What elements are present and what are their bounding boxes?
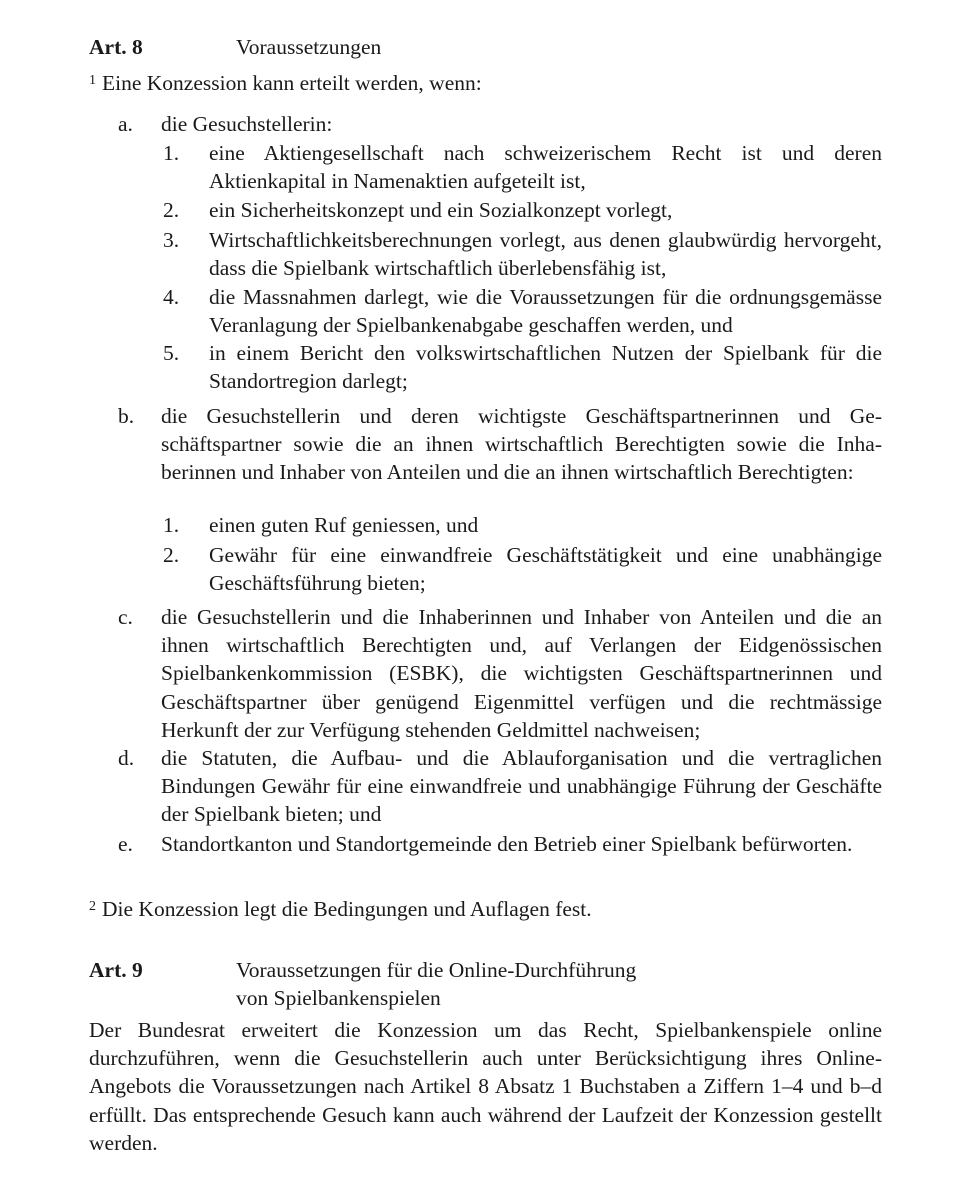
paragraph-1-marker: 1 — [89, 72, 96, 88]
list-item-text: die Gesuchstellerin und deren wichtigste Geschäftspartnerinnen und Geschäftspartner sowie die an ihnen wirtschaftlich Berechtigten sowie die Inhaberinnen und Inhaber von Anteilen und die an ihnen wirtschaftlich Berechtigten: — [161, 404, 882, 485]
article-8-paragraph-1 — [89, 69, 882, 97]
article-8-title: Voraussetzungen — [236, 35, 382, 59]
list-item-label: c. — [118, 605, 133, 629]
sub-item-label: 4. — [163, 285, 180, 309]
paragraph-1-intro: Eine Konzession kann erteilt werden, wenn: — [102, 71, 482, 95]
sub-item-label: 3. — [163, 228, 180, 252]
list-item-label: e. — [118, 832, 133, 856]
sub-item-text: in einem Bericht den volkswirtschaftlichen Nutzen der Spielbank für die Standortregion darlegt; — [209, 341, 882, 394]
article-8-paragraph-2 — [89, 895, 882, 923]
article-9-body: Der Bundesrat erweitert die Konzession um das Recht, Spielbankenspiele online durchzuführen, wenn die Gesuchstellerin auch unter Berücksichtigung ihres Online-Angebots die Voraussetzungen nach Artikel 8 Absatz 1 Buchstaben a Ziffern 1–4 und b–d erfüllt. Das entsprechende Gesuch kann auch während der Laufzeit der Konzession gestellt werden. — [89, 1018, 882, 1155]
sub-item-label: 5. — [163, 341, 180, 365]
list-item-label: d. — [118, 746, 135, 770]
list-item-text: die Statuten, die Aufbau- und die Ablauforganisation und die vertraglichen Bindungen Gewähr für eine einwandfreie und unabhängige Führung der Geschäfte der Spielbank bieten; und — [161, 746, 882, 827]
sub-item-text: einen guten Ruf geniessen, und — [209, 513, 479, 537]
sub-item-label: 2. — [163, 198, 180, 222]
list-item-text: die Gesuchstellerin: — [161, 112, 333, 136]
article-9-title-line-2: von Spielbankenspielen — [236, 986, 441, 1011]
sub-item-label: 2. — [163, 543, 180, 567]
list-item-text: die Gesuchstellerin und die Inhaberinnen und Inhaber von Anteilen und die an ihnen wirtschaftlich Berechtigten und, auf Verlangen der Eidgenössischen Spielbankenkommission (ESBK), die wichtigsten Geschäftspartnerinnen und Geschäftspartner über genügend Eigenmittel verfügen und die rechtmässige Herkunft der zur Verfügung stehenden Geldmittel nachweisen; — [161, 605, 882, 742]
article-9-title-line-1: Voraussetzungen für die Online-Durchführung — [236, 958, 637, 982]
article-8-number: Art. 8 — [89, 35, 143, 59]
sub-item-text: ein Sicherheitskonzept und ein Sozialkonzept vorlegt, — [209, 198, 673, 222]
sub-item-text: die Massnahmen darlegt, wie die Voraussetzungen für die ordnungsgemässe Veranlagung der Spielbankenabgabe geschaffen werden, und — [209, 285, 882, 338]
paragraph-2-marker: 2 — [89, 898, 96, 914]
list-item-label: a. — [118, 112, 133, 136]
article-9-number: Art. 9 — [89, 958, 143, 982]
sub-item-text: eine Aktiengesellschaft nach schweizerischem Recht ist und deren Aktienkapital in Namenaktien aufgeteilt ist, — [209, 141, 882, 194]
list-item-text: Standortkanton und Standortgemeinde den Betrieb einer Spielbank befürworten. — [161, 832, 853, 856]
sub-item-text: Gewähr für eine einwandfreie Geschäftstätigkeit und eine unabhängige Geschäftsführung bieten; — [209, 543, 882, 596]
article-9-title — [236, 956, 836, 1012]
paragraph-2-text: Die Konzession legt die Bedingungen und Auflagen fest. — [102, 897, 592, 921]
sub-item-label: 1. — [163, 513, 180, 537]
sub-item-text: Wirtschaftlichkeitsberechnungen vorlegt, aus denen glaubwürdig hervorgeht, dass die Spielbank wirtschaftlich überlebensfähig ist, — [209, 228, 882, 281]
sub-item-label: 1. — [163, 141, 180, 165]
list-item-label: b. — [118, 404, 135, 428]
